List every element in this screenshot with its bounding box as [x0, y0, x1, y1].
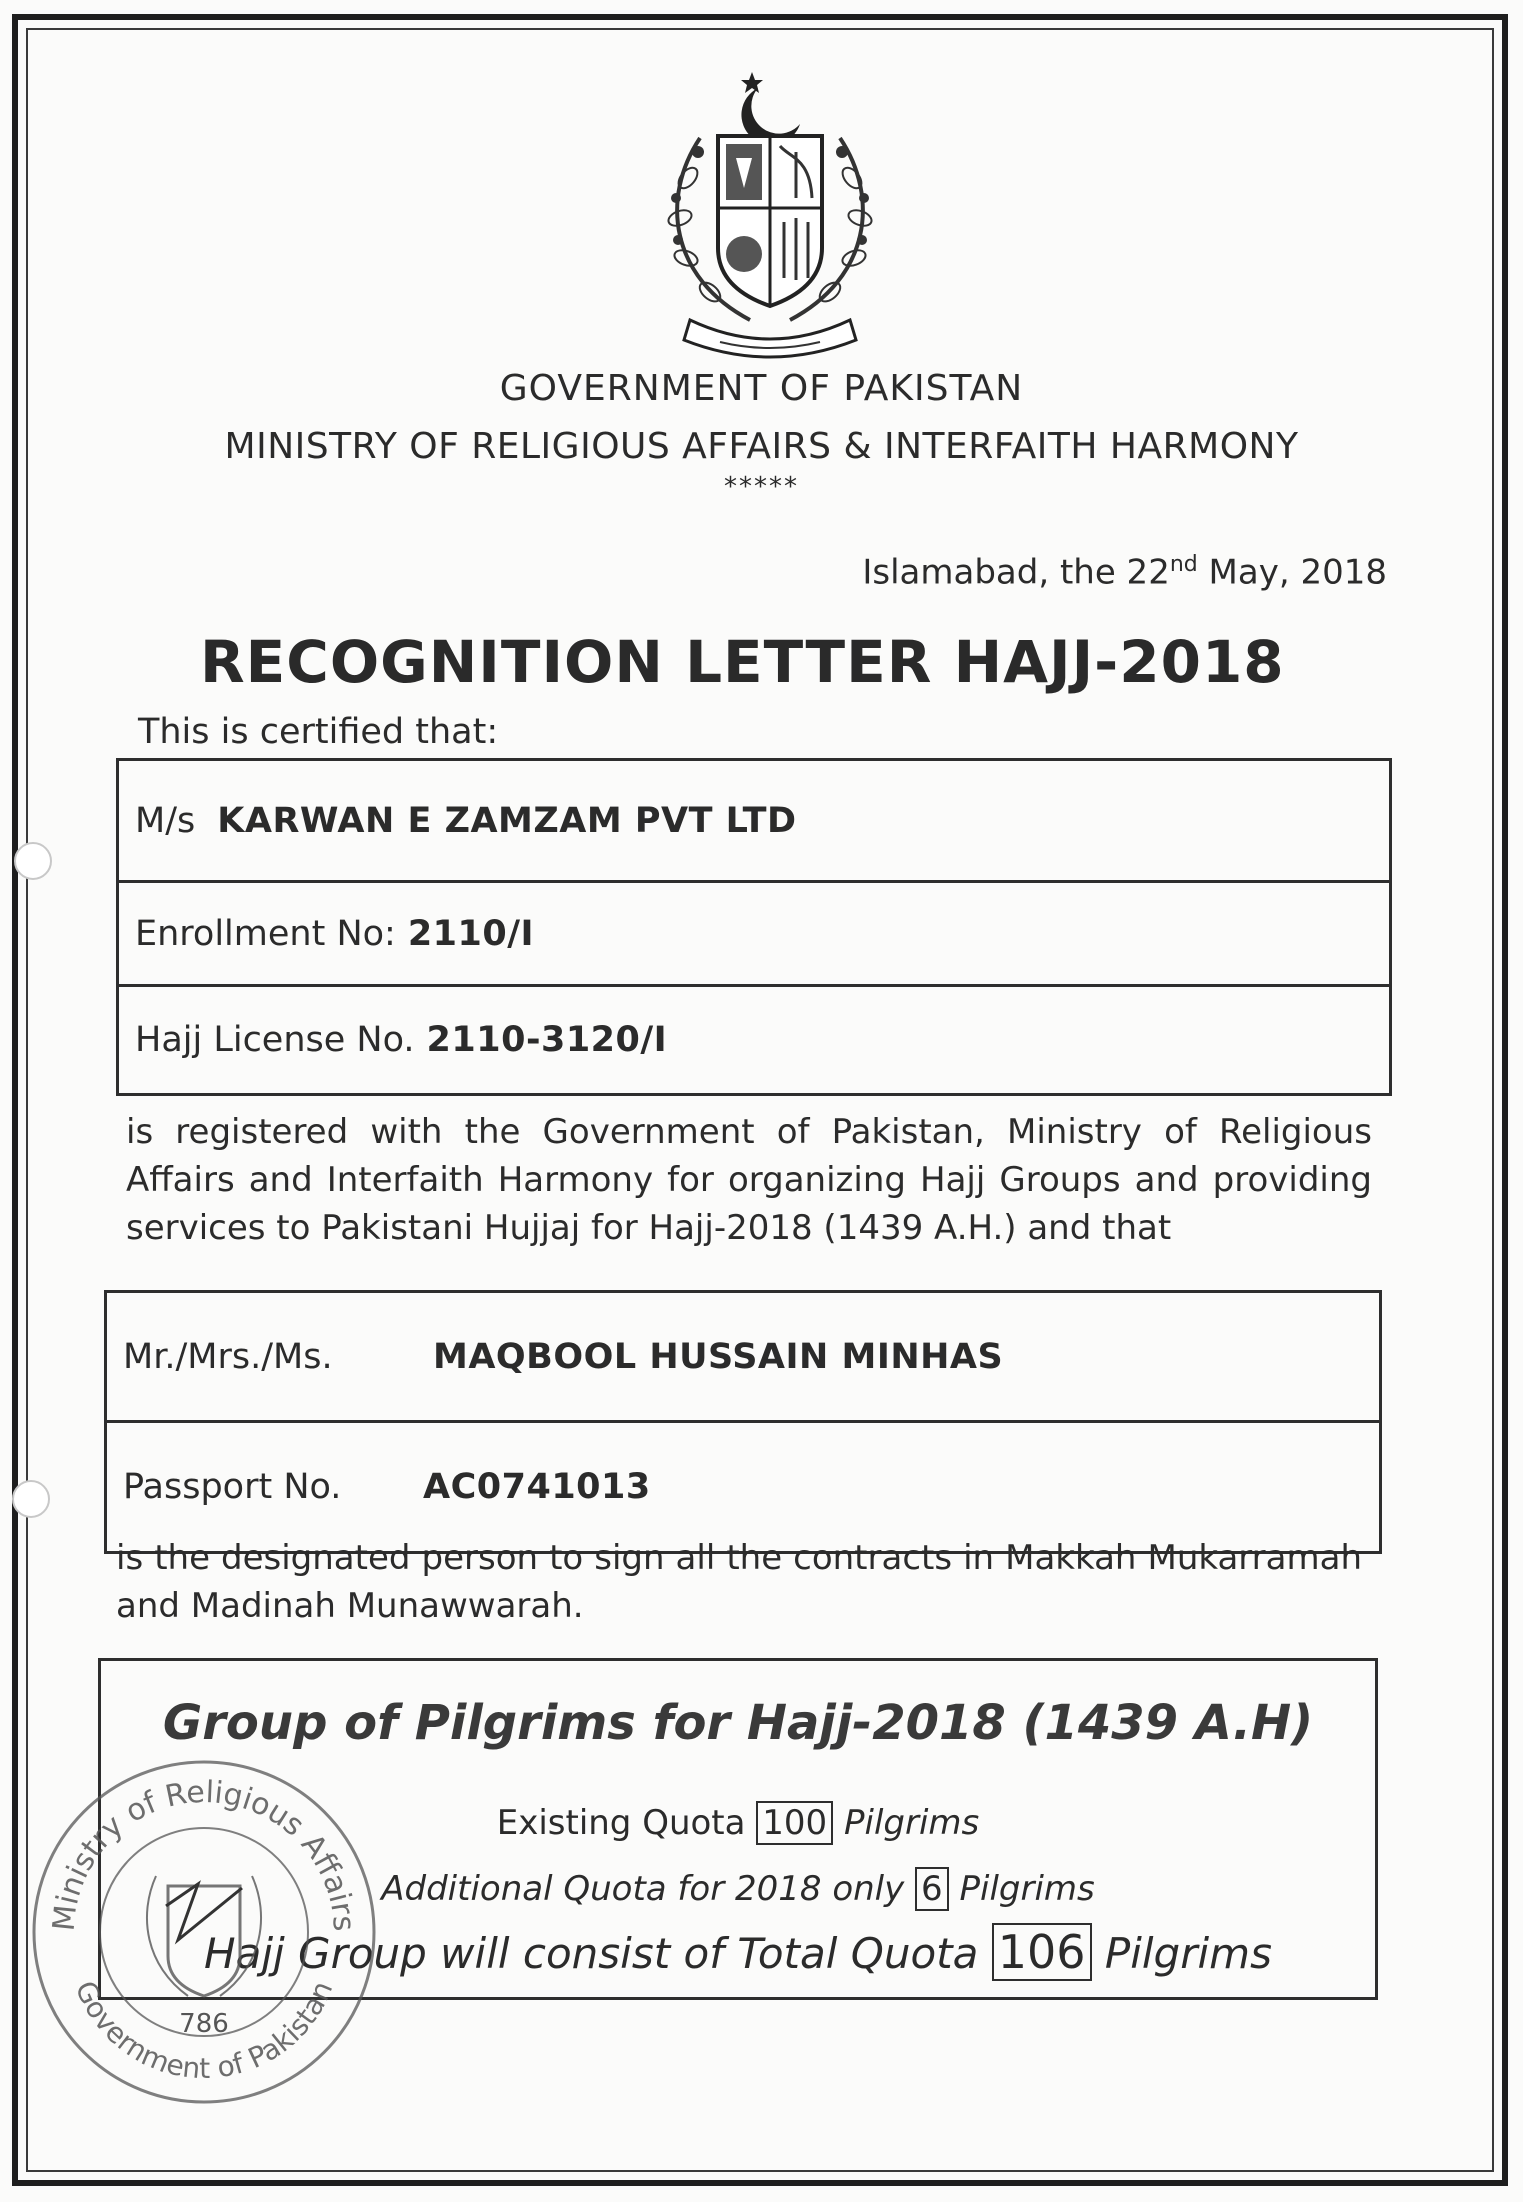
punch-hole — [14, 842, 52, 880]
designated-paragraph: is the designated person to sign all the contracts in Makkah Mukarramah and Madinah Munawwarah. — [116, 1538, 1362, 1626]
letter-title: RECOGNITION LETTER HAJJ-2018 — [200, 628, 1285, 696]
name-value: MAQBOOL HUSSAIN MINHAS — [433, 1336, 1004, 1377]
person-box — [104, 1290, 1382, 1554]
registered-paragraph: is registered with the Government of Pakistan, Ministry of Religious Affairs and Interfaith Harmony for organizing Hajj Groups and providing services to Pakistani Hujjaj for Hajj-2018 (1439 A.H.) and that — [126, 1112, 1372, 1248]
ministry-heading: MINISTRY OF RELIGIOUS AFFAIRS & INTERFAITH HARMONY — [224, 426, 1299, 467]
company-label: M/s — [135, 800, 196, 841]
seal-top-text: Ministry of Religious Affairs — [46, 1774, 362, 1933]
existing-quota-value: 100 — [756, 1801, 833, 1845]
government-heading: GOVERNMENT OF PAKISTAN — [499, 368, 1024, 409]
enrollment-value: 2110/I — [407, 913, 535, 954]
total-quota-suffix: Pilgrims — [1104, 1929, 1272, 1978]
company-name: KARWAN E ZAMZAM PVT LTD — [217, 800, 797, 841]
passport-label: Passport No. — [123, 1467, 342, 1507]
svg-text:Ministry of Religious Affairs — [46, 1775, 361, 1933]
stars-divider: ***** — [724, 472, 799, 502]
total-quota-label: Hajj Group will consist of Total Quota — [204, 1929, 979, 1978]
passport-value: AC0741013 — [423, 1467, 651, 1507]
enrollment-label: Enrollment No: — [135, 913, 396, 954]
name-row — [107, 1293, 1379, 1423]
existing-quota-suffix: Pilgrims — [844, 1803, 980, 1843]
additional-quota-label: Additional Quota for 2018 only — [381, 1869, 905, 1909]
ministry-seal-icon — [28, 1756, 380, 2108]
additional-quota-suffix: Pilgrims — [959, 1869, 1095, 1909]
seal-number: 786 — [179, 2009, 229, 2039]
state-emblem-icon — [640, 58, 900, 368]
pilgrims-title: Group of Pilgrims for Hajj-2018 (1439 A.H) — [162, 1695, 1314, 1751]
name-label: Mr./Mrs./Ms. — [123, 1336, 333, 1377]
license-value: 2110-3120/I — [426, 1020, 668, 1060]
passport-row — [107, 1423, 1379, 1551]
date-prefix: Islamabad, the 22 — [862, 552, 1170, 593]
license-label: Hajj License No. — [135, 1020, 415, 1060]
additional-quota-value: 6 — [915, 1867, 949, 1911]
seal-bottom-text: Government of Pakistan — [68, 1976, 340, 2086]
license-row — [119, 987, 1389, 1093]
total-quota-value: 106 — [992, 1923, 1092, 1981]
punch-hole — [12, 1480, 50, 1518]
date-suffix: nd — [1169, 552, 1198, 577]
company-box — [116, 758, 1392, 1096]
enrollment-row — [119, 883, 1389, 987]
date-rest: May, 2018 — [1197, 552, 1387, 593]
company-row — [119, 761, 1389, 883]
certify-text: This is certified that: — [138, 712, 499, 752]
date-line — [862, 552, 1387, 592]
existing-quota-label: Existing Quota — [496, 1803, 746, 1843]
